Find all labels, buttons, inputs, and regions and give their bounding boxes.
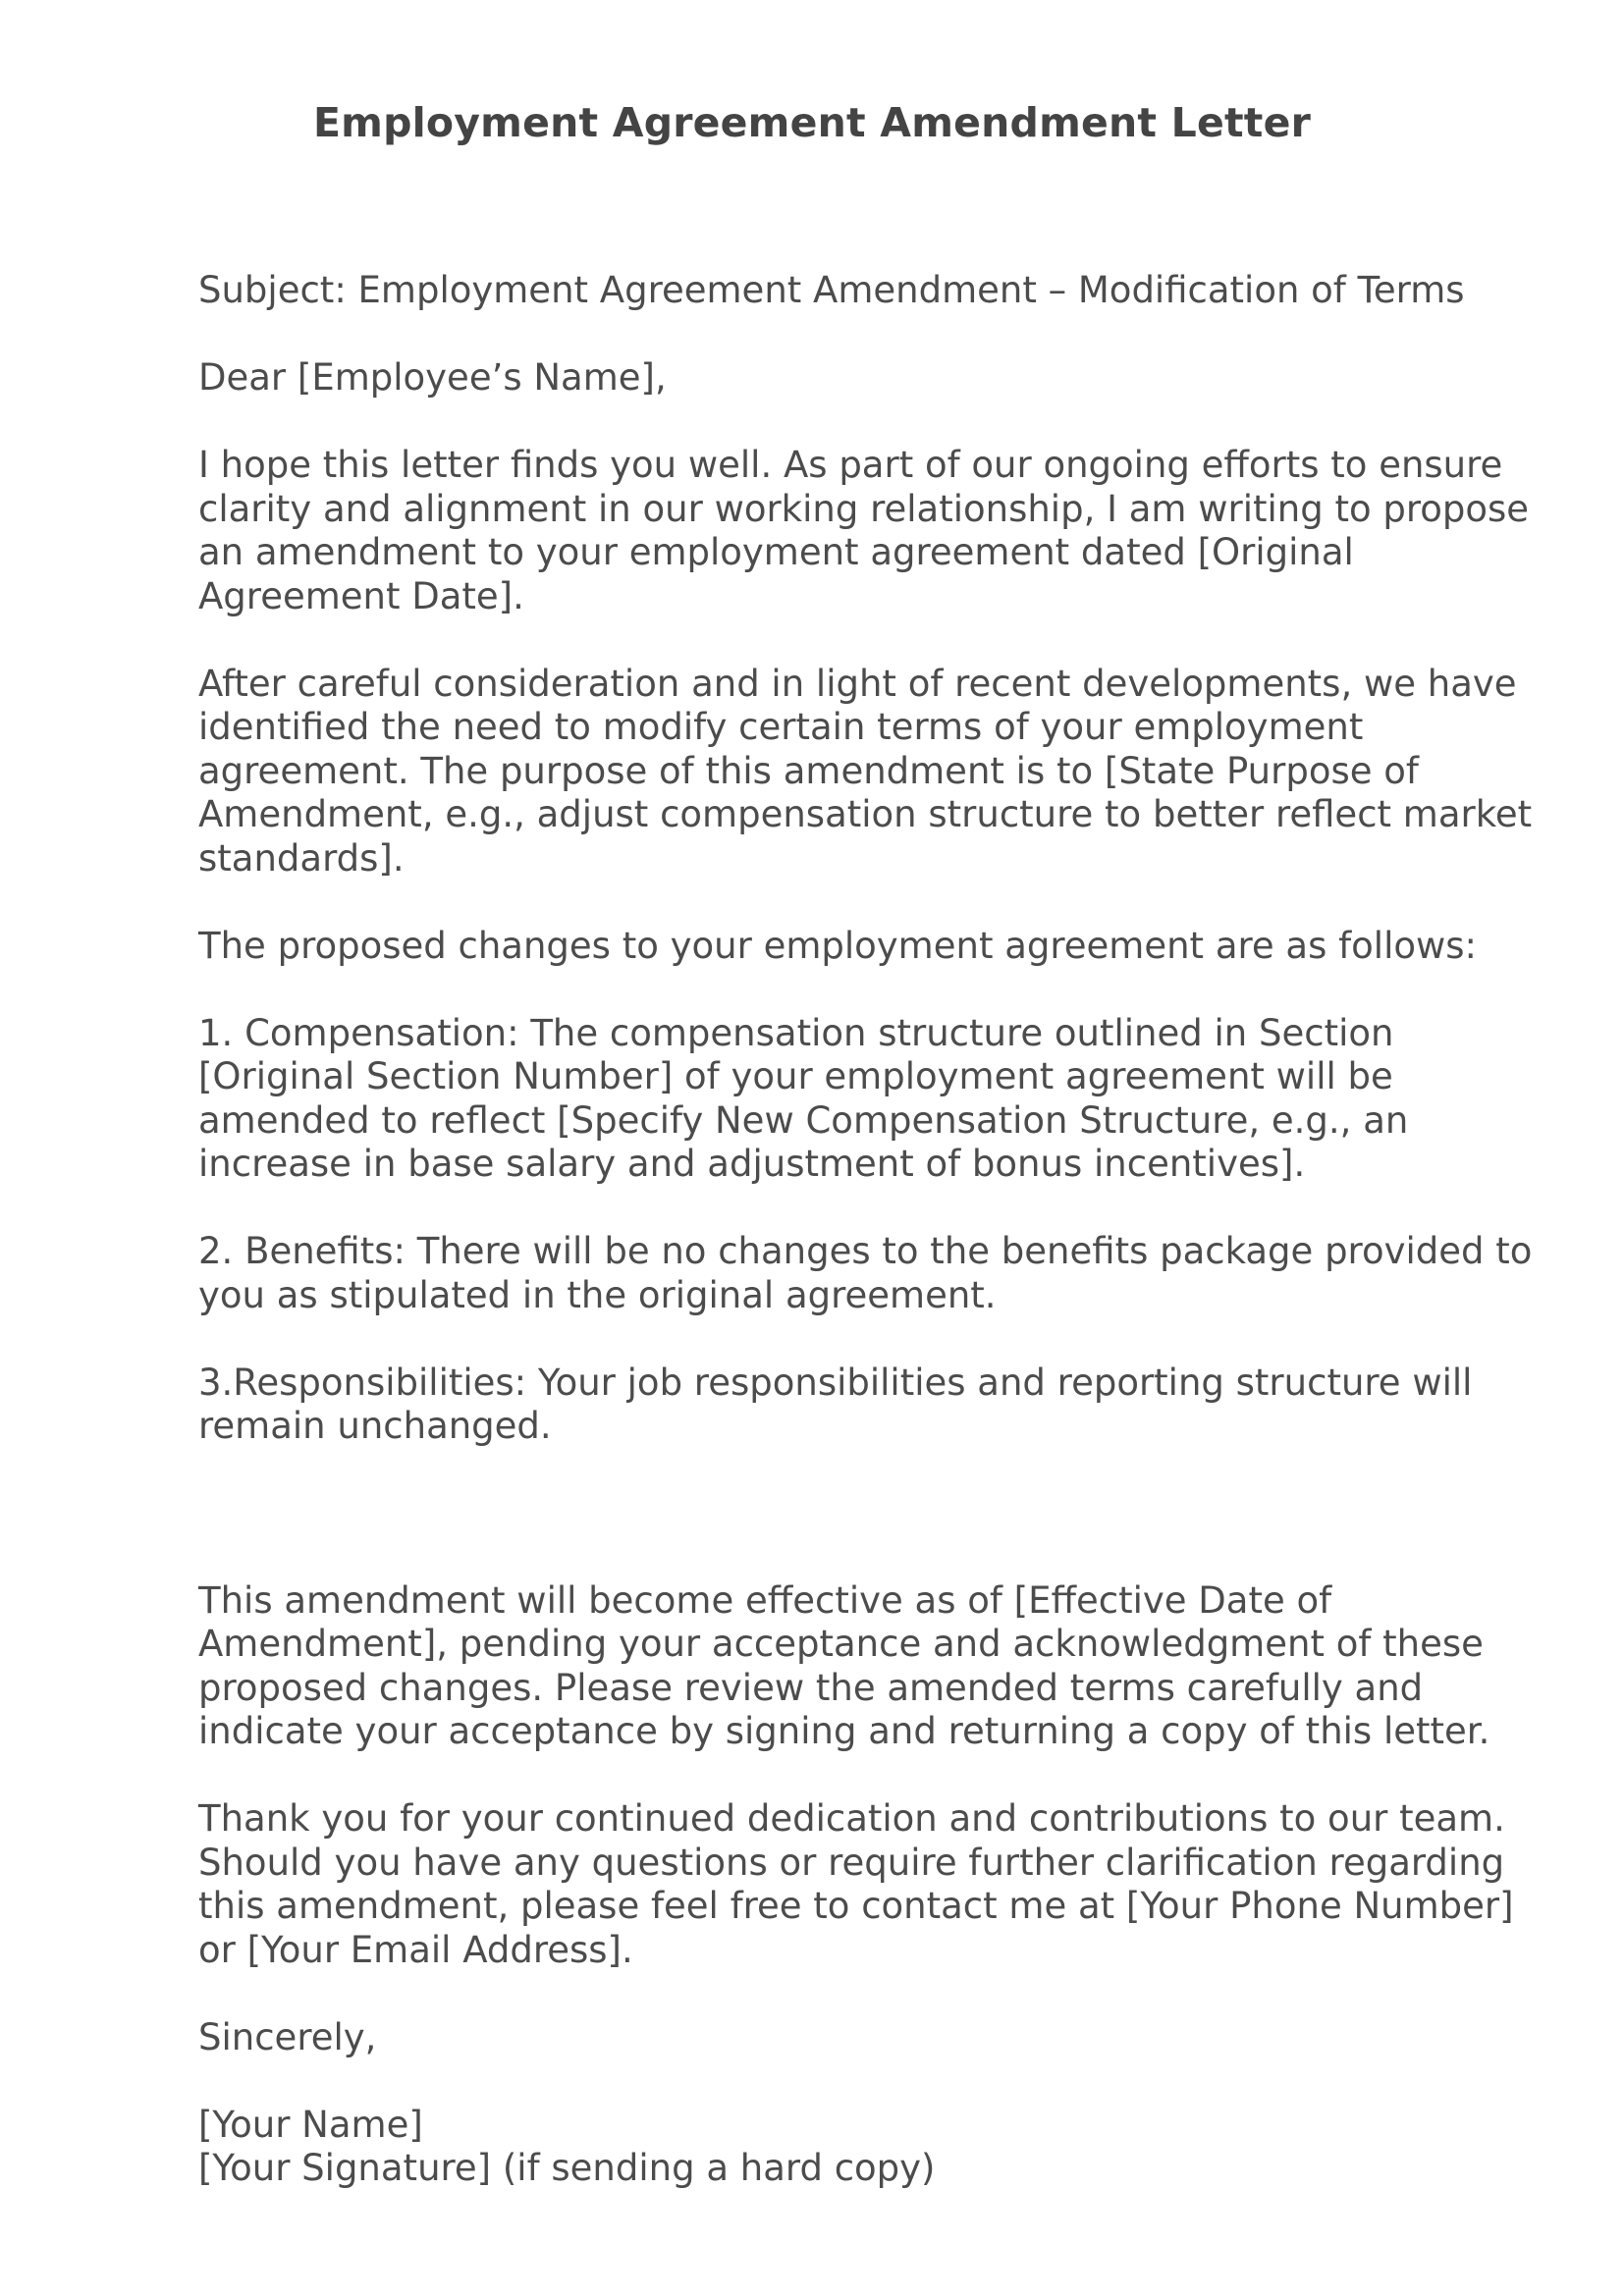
salutation: Dear [Employee’s Name],	[198, 356, 667, 399]
change-item-compensation: 1. Compensation: The compensation structure outlined in Section [Original Section Number] of your employment agreement will be amended to reflect [Specify New Compensation Structure, e.g., an increase in base salary and adjustment of bonus incentives].	[198, 1011, 1409, 1185]
thanks-paragraph: Thank you for your continued dedication and contributions to our team. Should you have any questions or require further clarification regarding this amendment, please feel free to contact me at [Your Phone Number] or [Your Email Address].	[198, 1797, 1514, 1971]
letter-title: Employment Agreement Amendment Letter	[312, 99, 1312, 146]
signature-block	[198, 2104, 1534, 2191]
closing: Sincerely,	[198, 2015, 377, 2058]
sender-signature: [Your Signature] (if sending a hard copy)	[198, 2147, 936, 2189]
subject-line: Subject: Employment Agreement Amendment – Modification of Terms	[198, 269, 1465, 311]
effective-paragraph: This amendment will become effective as of [Effective Date of Amendment], pending your acceptance and acknowledgment of these proposed changes. Please review the amended terms carefully and indicate your acceptance by signing and returning a copy of this letter.	[198, 1578, 1490, 1752]
change-item-responsibilities: 3.Responsibilities: Your job responsibilities and reporting structure will remain unchanged.	[198, 1361, 1473, 1447]
sender-name: [Your Name]	[198, 2103, 423, 2146]
purpose-paragraph: After careful consideration and in light of recent developments, we have identified the need to modify certain terms of your employment agreement. The purpose of this amendment is to [State Purpose of Amendment, e.g., adjust compensation structure to better reflect market standards].	[198, 662, 1533, 880]
change-item-benefits: 2. Benefits: There will be no changes to the benefits package provided to you as stipulated in the original agreement.	[198, 1230, 1533, 1316]
intro-paragraph: I hope this letter finds you well. As part of our ongoing efforts to ensure clarity and alignment in our working relationship, I am writing to propose an amendment to your employment agreement dated [Original Agreement Date].	[198, 444, 1530, 617]
changes-intro: The proposed changes to your employment agreement are as follows:	[198, 924, 1477, 967]
letter-body	[198, 269, 1534, 2191]
